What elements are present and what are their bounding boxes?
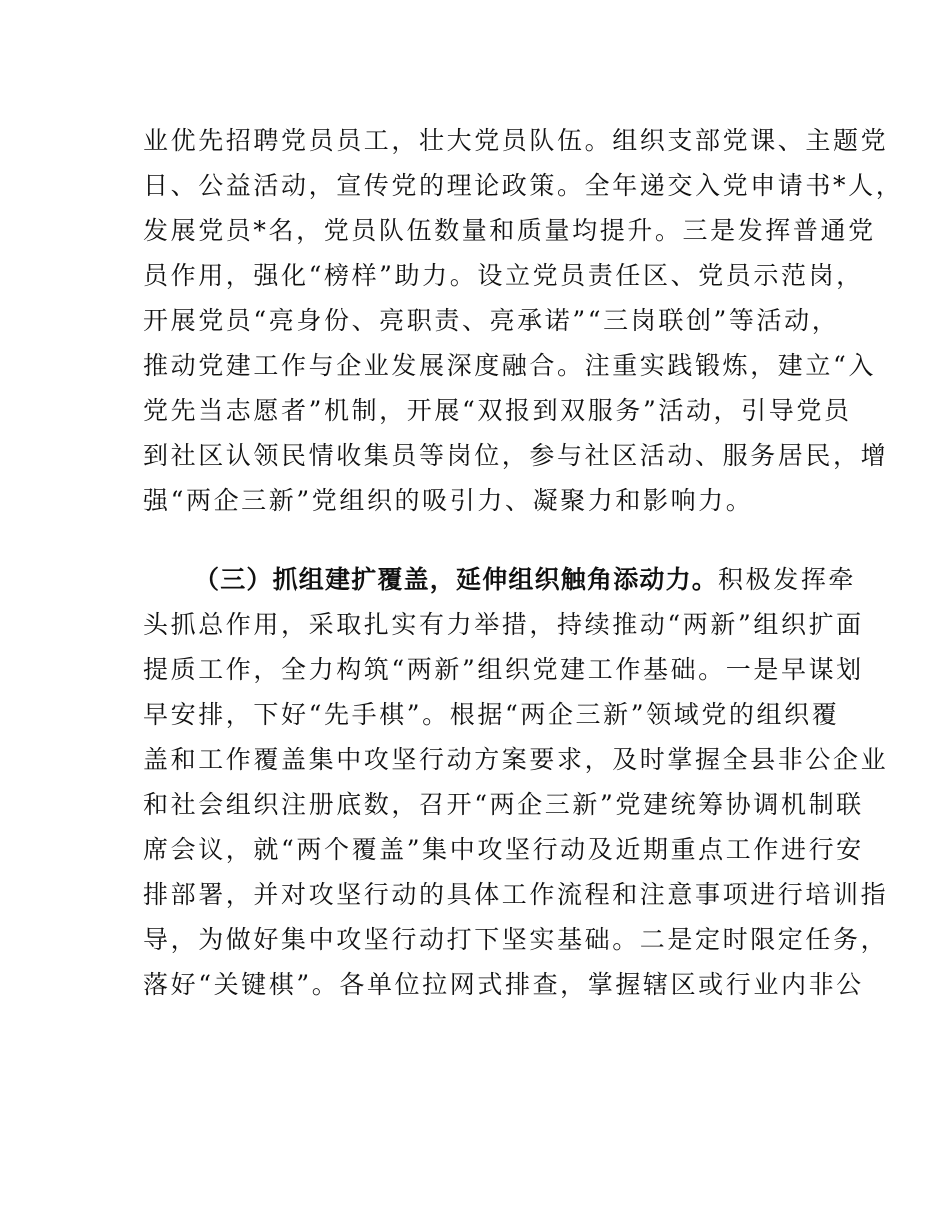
text-line: 日、公益活动，宣传党的理论政策。全年递交入党申请书*人， bbox=[143, 171, 904, 200]
text-line: 排部署，并对攻坚行动的具体工作流程和注意事项进行培训指 bbox=[143, 880, 889, 909]
section-first-line bbox=[194, 567, 856, 592]
text-line: 强“两企三新”党组织的吸引力、凝聚力和影响力。 bbox=[143, 486, 754, 515]
text-line: 推动党建工作与企业发展深度融合。注重实践锻炼，建立“入 bbox=[143, 351, 876, 380]
text-line: 党先当志愿者”机制，开展“双报到双服务”活动，引导党员 bbox=[143, 396, 852, 425]
text-line: 到社区认领民情收集员等岗位，参与社区活动、服务居民，增 bbox=[143, 441, 889, 470]
section-heading: （三）抓组建扩覆盖，延伸组织触角添动力。 bbox=[194, 565, 719, 594]
text-line: 盖和工作覆盖集中攻坚行动方案要求，及时掌握全县非公企业 bbox=[143, 745, 889, 774]
text-line: 发展党员*名，党员队伍数量和质量均提升。三是发挥普通党 bbox=[143, 216, 876, 245]
section-first-line-text: 积极发挥牵 bbox=[718, 565, 857, 594]
text-line: 席会议，就“两个覆盖”集中攻坚行动及近期重点工作进行安 bbox=[143, 835, 864, 864]
text-line: 和社会组织注册底数，召开“两企三新”党建统筹协调机制联 bbox=[143, 790, 864, 819]
text-line: 早安排，下好“先手棋”。根据“两企三新”领域党的组织覆 bbox=[143, 700, 840, 729]
text-line: 员作用，强化“榜样”助力。设立党员责任区、党员示范岗， bbox=[143, 261, 864, 290]
text-line: 落好“关键棋”。各单位拉网式排查，掌握辖区或行业内非公 bbox=[143, 970, 864, 999]
text-line: 开展党员“亮身份、亮职责、亮承诺”“三岗联创”等活动， bbox=[143, 306, 840, 335]
text-line: 导，为做好集中攻坚行动打下坚实基础。二是定时限定任务， bbox=[143, 925, 889, 954]
text-line: 业优先招聘党员员工，壮大党员队伍。组织支部党课、主题党 bbox=[143, 126, 889, 155]
text-line: 提质工作，全力构筑“两新”组织党建工作基础。一是早谋划 bbox=[143, 655, 864, 684]
text-line: 头抓总作用，采取扎实有力举措，持续推动“两新”组织扩面 bbox=[143, 610, 864, 639]
